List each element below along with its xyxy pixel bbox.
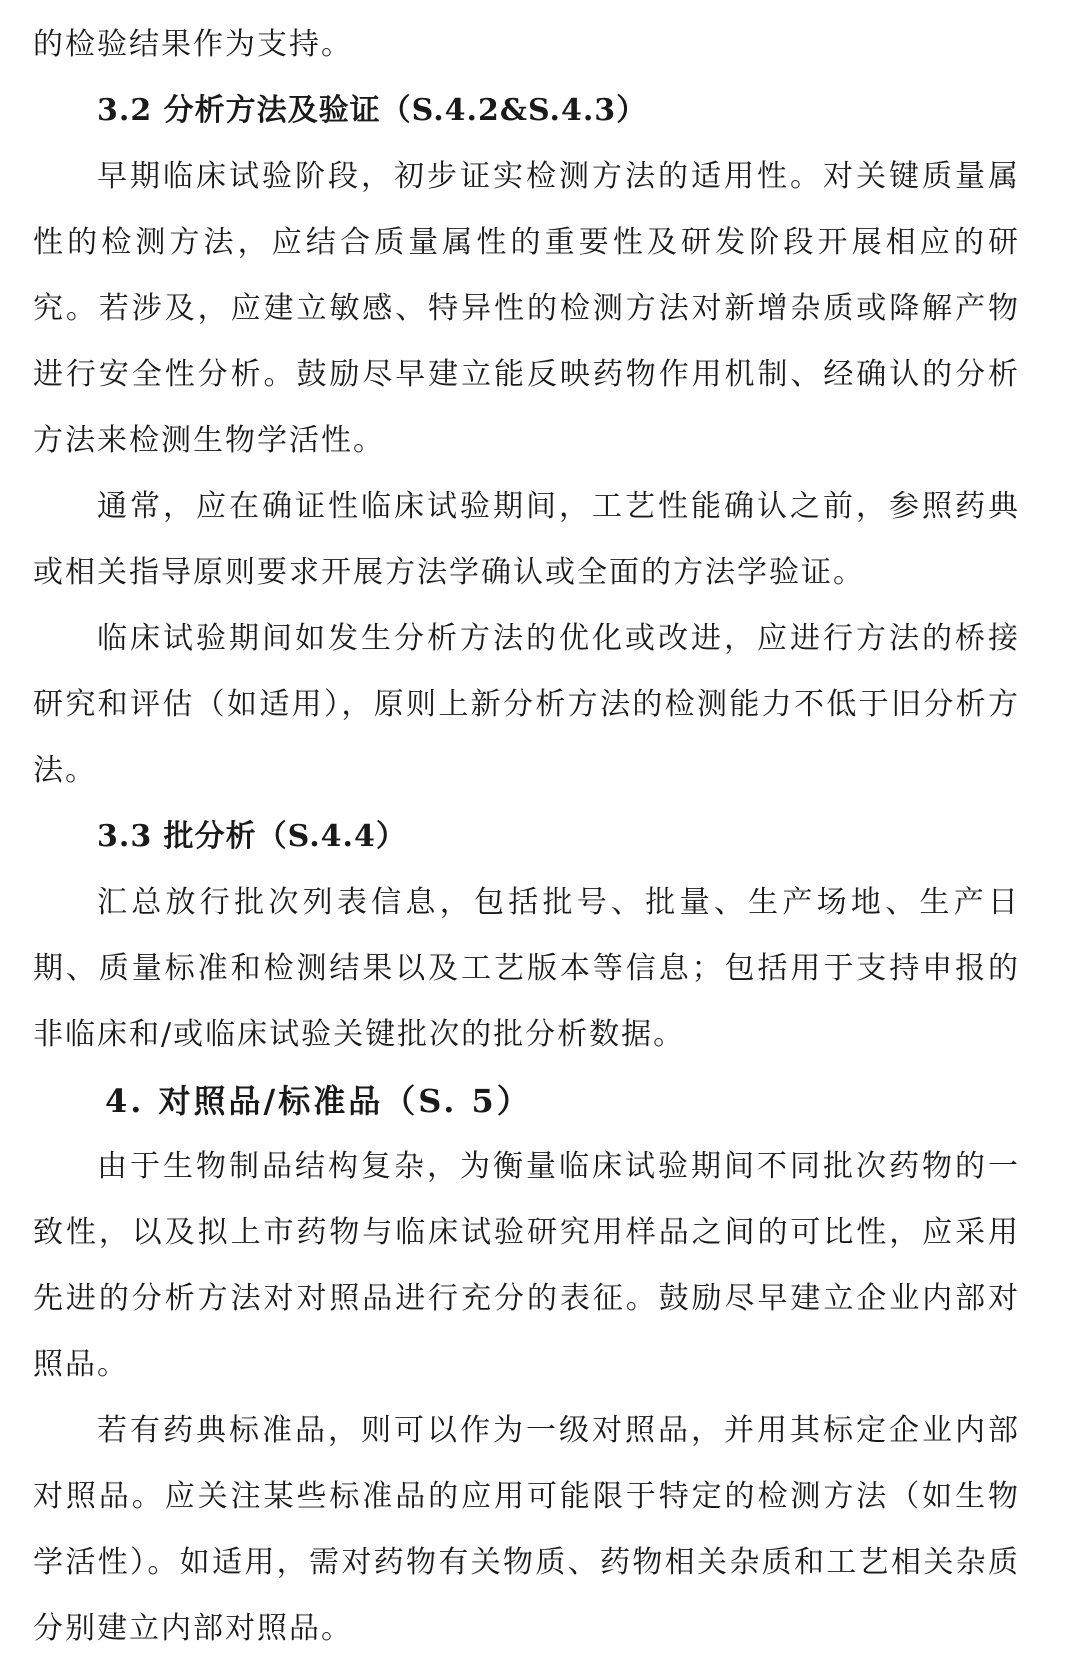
heading-4-reference-standards: 4. 对照品/标准品（S. 5） xyxy=(105,1082,532,1120)
heading-3-3-batch-analysis: 3.3 批分析（S.4.4） xyxy=(97,819,407,854)
paragraph-reference-characterization: 由于生物制品结构复杂，为衡量临床试验期间不同批次药物的一致性，以及拟上市药物与临床试验研究用样品之间的可比性，应采用先进的分析方法对对照品进行充分的表征。鼓励尽早建立企业内部对照品。 xyxy=(33,1149,1020,1382)
paragraph-method-validation: 通常，应在确证性临床试验期间，工艺性能确认之前，参照药典或相关指导原则要求开展方法学确认或全面的方法学验证。 xyxy=(33,489,1020,590)
paragraph-early-clinical-methods: 早期临床试验阶段，初步证实检测方法的适用性。对关键质量属性的检测方法，应结合质量属性的重要性及研发阶段开展相应的研究。若涉及，应建立敏感、特异性的检测方法对新增杂质或降解产物进行安全性分析。鼓励尽早建立能反映药物作用机制、经确认的分析方法来检测生物学活性。 xyxy=(33,159,1020,458)
paragraph-batch-summary: 汇总放行批次列表信息，包括批号、批量、生产场地、生产日期、质量标准和检测结果以及工艺版本等信息；包括用于支持申报的非临床和/或临床试验关键批次的批分析数据。 xyxy=(33,885,1020,1052)
paragraph-method-bridging: 临床试验期间如发生分析方法的优化或改进，应进行方法的桥接研究和评估（如适用），原则上新分析方法的检测能力不低于旧分析方法。 xyxy=(33,621,1020,788)
paragraph-pharmacopoeia-standards: 若有药典标准品，则可以作为一级对照品，并用其标定企业内部对照品。应关注某些标准品的应用可能限于特定的检测方法（如生物学活性）。如适用，需对药物有关物质、药物相关杂质和工艺相关杂质分别建立内部对照品。 xyxy=(33,1413,1020,1646)
paragraph-continuation: 的检验结果作为支持。 xyxy=(33,27,353,62)
heading-3-2-analytical-methods: 3.2 分析方法及验证（S.4.2&S.4.3） xyxy=(97,93,648,128)
